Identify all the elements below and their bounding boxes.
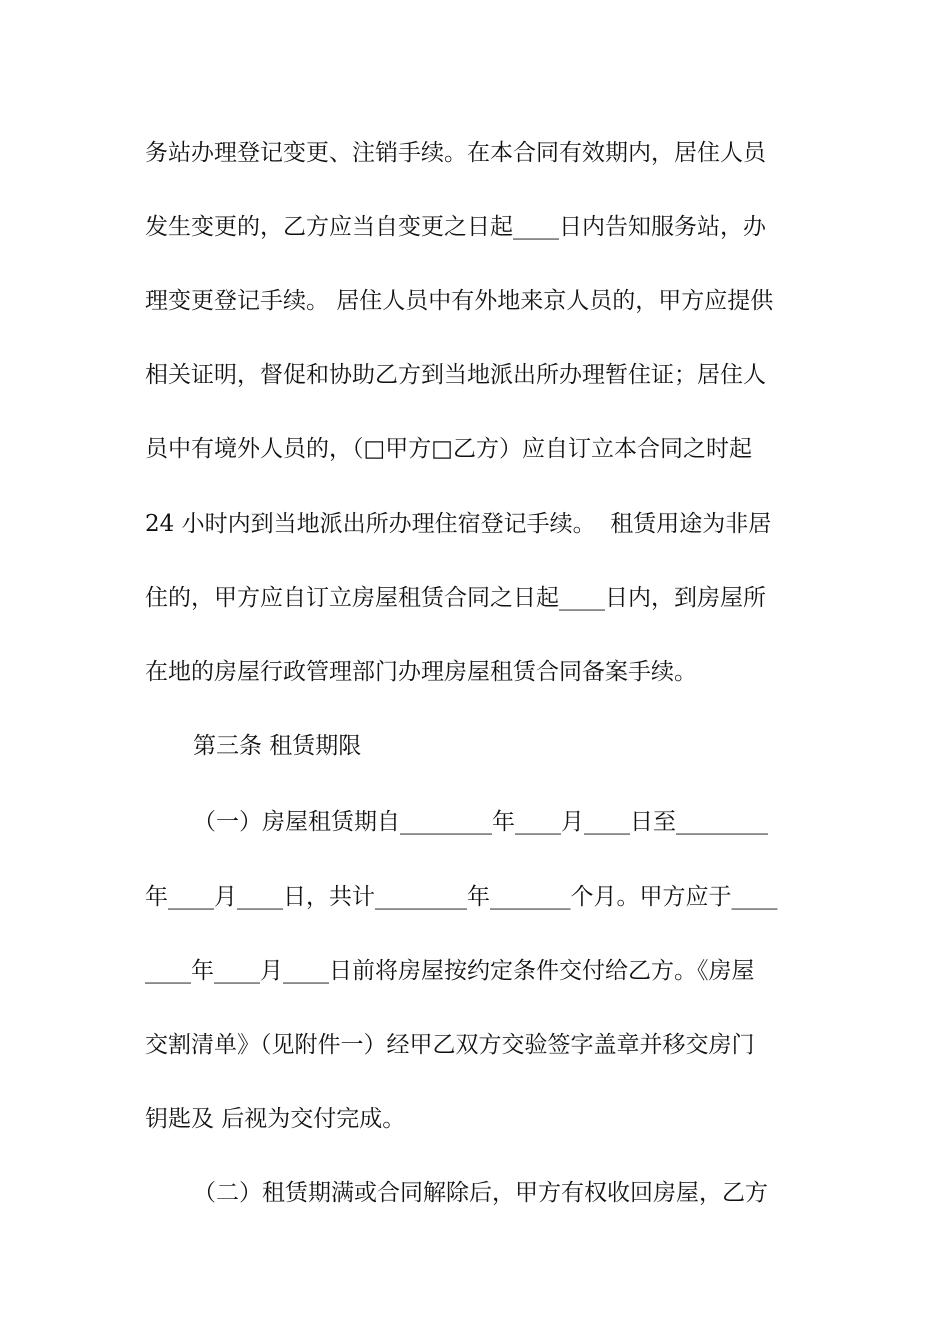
text-line: 住的，甲方应自订立房屋租赁合同之日起____日内，到房屋所 [145,585,766,611]
section-heading: 第三条 租赁期限 [193,733,362,759]
text-line: 发生变更的，乙方应当自变更之日起____日内告知服务站，办 [145,214,766,240]
text-line: 理变更登记手续。 居住人员中有外地来京人员的，甲方应提供 [145,288,774,314]
text-line: 钥匙及 后视为交付完成。 [145,1106,406,1132]
text-line: 务站办理登记变更、注销手续。在本合同有效期内，居住人员 [145,140,766,166]
text-line: 24 小时内到当地派出所办理住宿登记手续。 租赁用途为非居 [145,511,772,537]
text-line: （一）房屋租赁期自________年____月____日至________ [193,809,768,835]
text-line: 相关证明，督促和协助乙方到当地派出所办理暂住证；居住人 [145,362,766,388]
text-line: （二）租赁期满或合同解除后，甲方有权收回房屋，乙方 [193,1180,768,1206]
text-line: 员中有境外人员的，（□甲方□乙方）应自订立本合同之时起 [145,436,752,462]
text-line: ____年____月____日前将房屋按约定条件交付给乙方。《房屋 [145,958,755,984]
text-line: 交割清单》（见附件一）经甲乙双方交验签字盖章并移交房门 [145,1032,755,1058]
text-line: 在地的房屋行政管理部门办理房屋租赁合同备案手续。 [145,659,697,685]
text-line: 年____月____日，共计________年_______个月。甲方应于____ [145,884,778,910]
